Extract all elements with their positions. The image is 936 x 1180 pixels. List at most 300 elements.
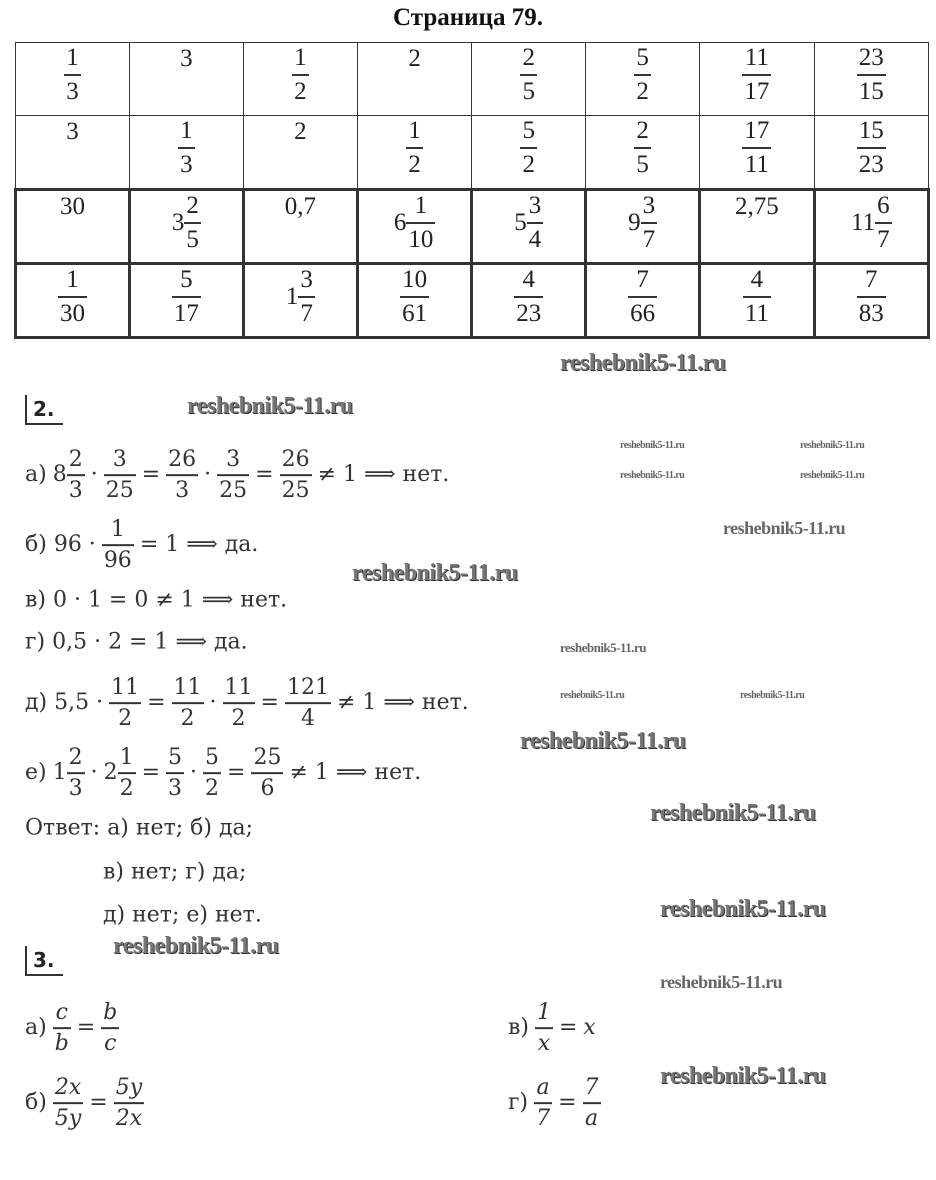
math-text: ≠ 1 ⟹ нет. — [336, 690, 469, 716]
mixed-number — [53, 448, 85, 502]
denominator: 17 — [173, 299, 199, 327]
fraction-bar — [527, 222, 544, 224]
denominator: 5 — [636, 150, 649, 178]
numerator: 7 — [584, 1075, 599, 1101]
watermark: reshebnik5-11.ru — [620, 440, 685, 451]
fraction — [520, 118, 537, 178]
denominator: c — [104, 1030, 117, 1056]
fraction — [583, 1076, 601, 1130]
fraction-bar — [634, 74, 651, 76]
denominator: 17 — [744, 77, 770, 105]
fraction-bar — [634, 147, 651, 149]
fraction-bar — [67, 474, 85, 476]
table-cell — [243, 43, 357, 116]
denominator: 61 — [402, 299, 428, 327]
numerator: c — [55, 1000, 68, 1026]
fraction — [406, 193, 435, 253]
watermark: reshebnik5-11.ru — [352, 560, 518, 586]
whole-part: 9 — [628, 209, 641, 236]
table-cell — [472, 116, 586, 190]
math-text: 3 — [180, 45, 193, 72]
denominator: 2x — [115, 1105, 143, 1131]
denominator: 25 — [105, 477, 134, 503]
math-text: д) нет; е) нет. — [103, 902, 262, 928]
denominator: 96 — [103, 547, 132, 573]
fraction-bar — [184, 222, 201, 224]
denominator: 2 — [119, 775, 134, 801]
table-cell — [700, 190, 814, 264]
table-row — [16, 190, 929, 264]
math-text: · — [209, 690, 217, 716]
denominator: 25 — [219, 477, 248, 503]
denominator: 30 — [59, 299, 85, 327]
fraction-bar — [520, 147, 537, 149]
numerator: 10 — [402, 266, 428, 293]
table-cell — [586, 43, 700, 116]
table-cell — [16, 116, 130, 190]
numerator: 3 — [226, 447, 241, 473]
numerator: 3 — [528, 192, 542, 219]
fraction-bar — [53, 1102, 83, 1104]
denominator: b — [54, 1030, 69, 1056]
table-cell — [243, 116, 357, 190]
denominator: 3 — [68, 775, 83, 801]
fraction — [58, 267, 87, 327]
fraction-bar — [742, 74, 771, 76]
fraction-bar — [534, 1102, 552, 1104]
numerator: 5 — [522, 117, 535, 144]
problem-2-number: 2. — [25, 395, 63, 425]
whole-part: 6 — [393, 209, 407, 236]
solution-line — [103, 903, 262, 928]
fraction — [628, 267, 657, 327]
numerator: 1 — [119, 745, 134, 771]
numerator: a — [536, 1075, 550, 1101]
fraction-bar — [520, 74, 537, 76]
denominator: 7 — [536, 1105, 551, 1131]
math-text: = — [147, 690, 166, 716]
fraction — [102, 518, 134, 572]
math-text: = — [76, 1015, 96, 1041]
whole-part: 11 — [851, 209, 876, 236]
numerator: 5y — [115, 1075, 143, 1101]
numerator: 3 — [300, 266, 313, 293]
numerator: 3 — [642, 192, 656, 219]
table-row — [16, 116, 929, 190]
math-text: 30 — [59, 193, 85, 220]
denominator: 2 — [636, 77, 649, 105]
table-cell — [357, 264, 471, 338]
numerator: 15 — [858, 117, 884, 144]
numerator: 11 — [111, 675, 140, 701]
math-text: = — [558, 1090, 577, 1116]
fraction-bar — [857, 296, 886, 298]
table-cell — [814, 190, 928, 264]
fraction — [298, 267, 315, 327]
numerator: 6 — [877, 192, 890, 219]
math-text: Ответ: а) нет; б) да; — [25, 815, 254, 841]
watermark: reshebnik5-11.ru — [113, 933, 279, 959]
mixed-number — [53, 746, 85, 800]
denominator: 15 — [858, 77, 884, 105]
watermark: reshebnik5-11.ru — [560, 350, 726, 376]
math-text: д) 5,5 · — [25, 690, 104, 716]
equation-line — [25, 1076, 144, 1130]
watermark: reshebnik5-11.ru — [520, 728, 686, 754]
table-cell — [129, 264, 243, 338]
denominator: 7 — [300, 299, 313, 327]
math-text: ≠ 1 ⟹ нет. — [289, 760, 422, 786]
table-cell — [586, 116, 700, 190]
fraction — [118, 746, 136, 800]
math-text: в) 0 · 1 = 0 ≠ 1 ⟹ нет. — [25, 587, 288, 613]
numerator: 11 — [173, 675, 202, 701]
table-cell — [472, 190, 586, 264]
numerator: 17 — [744, 117, 770, 144]
equation-line — [25, 1001, 119, 1055]
math-text: ≠ 1 ⟹ нет. — [317, 462, 450, 488]
fraction-bar — [742, 147, 771, 149]
whole-part: 8 — [52, 462, 67, 488]
denominator: 5 — [522, 77, 535, 105]
watermark: reshebnik5-11.ru — [660, 896, 826, 922]
denominator: 3 — [68, 477, 83, 503]
numerator: 26 — [281, 447, 310, 473]
mixed-number — [851, 193, 892, 253]
denominator: 2 — [522, 150, 535, 178]
answer-table — [14, 42, 930, 339]
numerator: 4 — [522, 266, 535, 293]
numerator: 7 — [636, 266, 649, 293]
solution-line — [25, 518, 258, 572]
fraction — [514, 267, 543, 327]
table-cell — [16, 190, 130, 264]
fraction — [67, 448, 85, 502]
fraction — [223, 676, 255, 730]
numerator: 3 — [112, 447, 127, 473]
numerator: 1 — [180, 117, 193, 144]
denominator: 11 — [744, 299, 769, 327]
fraction-bar — [217, 474, 249, 476]
denominator: 2 — [231, 705, 246, 731]
numerator: 2 — [68, 447, 83, 473]
solution-line — [25, 746, 421, 800]
math-text: = 1 ⟹ да. — [139, 532, 259, 558]
fraction-bar — [118, 772, 136, 774]
fraction — [53, 1001, 71, 1055]
fraction — [178, 118, 195, 178]
table-cell — [472, 264, 586, 338]
fraction — [527, 193, 544, 253]
denominator: 10 — [408, 225, 434, 253]
denominator: 83 — [858, 299, 884, 327]
denominator: 23 — [516, 299, 542, 327]
math-text: 0,7 — [284, 193, 316, 220]
mixed-number — [104, 746, 136, 800]
numerator: 23 — [858, 44, 884, 71]
table-cell — [16, 264, 130, 338]
fraction-bar — [298, 296, 315, 298]
fraction — [520, 45, 537, 105]
fraction — [53, 1076, 83, 1130]
numerator: 25 — [253, 745, 282, 771]
table-cell — [700, 264, 814, 338]
fraction-bar — [102, 544, 134, 546]
equation-line — [508, 1001, 596, 1055]
numerator: 2 — [186, 192, 199, 219]
fraction-bar — [857, 74, 886, 76]
fraction-bar — [875, 222, 892, 224]
mixed-number — [628, 193, 657, 253]
table-cell — [129, 43, 243, 116]
fraction — [166, 448, 198, 502]
numerator: 11 — [224, 675, 253, 701]
fraction-bar — [535, 1027, 553, 1029]
denominator: 4 — [528, 225, 542, 253]
numerator: 1 — [110, 517, 125, 543]
solution-line — [25, 676, 469, 730]
numerator: 2 — [522, 44, 535, 71]
denominator: 6 — [260, 775, 275, 801]
fraction — [634, 45, 651, 105]
table-cell — [814, 116, 928, 190]
math-text: · — [190, 760, 198, 786]
table-cell — [16, 43, 130, 116]
whole-part: 5 — [514, 209, 527, 236]
fraction-bar — [64, 74, 81, 76]
fraction-bar — [251, 772, 283, 774]
math-text: = — [558, 1015, 578, 1041]
fraction-bar — [53, 1027, 71, 1029]
fraction — [285, 676, 331, 730]
numerator: 1 — [536, 1000, 551, 1026]
denominator: 3 — [66, 77, 79, 105]
fraction-bar — [172, 296, 201, 298]
fraction — [742, 45, 771, 105]
fraction-bar — [857, 147, 886, 149]
fraction-bar — [743, 296, 771, 298]
mixed-number — [394, 193, 436, 253]
math-text: = — [255, 462, 274, 488]
fraction-bar — [172, 702, 204, 704]
denominator: 2 — [294, 77, 307, 105]
denominator: 11 — [744, 150, 769, 178]
numerator: 1 — [66, 44, 79, 71]
fraction-bar — [406, 222, 435, 224]
fraction-bar — [203, 772, 221, 774]
solution-line — [103, 860, 246, 885]
denominator: 5 — [186, 225, 199, 253]
fraction — [217, 448, 249, 502]
denominator: 5y — [54, 1105, 82, 1131]
table-cell — [243, 190, 357, 264]
denominator: 7 — [642, 225, 656, 253]
solution-line — [25, 588, 287, 613]
fraction — [406, 118, 423, 178]
watermark: reshebnik5-11.ru — [800, 440, 865, 451]
numerator: 5 — [168, 745, 183, 771]
fraction-bar — [641, 222, 658, 224]
solution-line — [25, 448, 449, 502]
math-text: в) — [508, 1015, 529, 1041]
fraction-bar — [406, 147, 423, 149]
math-text: б) — [25, 1090, 47, 1116]
watermark: reshebnik5-11.ru — [560, 690, 625, 701]
numerator: 2 — [68, 745, 83, 771]
watermark: reshebnik5-11.ru — [723, 518, 846, 538]
fraction-bar — [285, 702, 331, 704]
denominator: 2 — [118, 705, 133, 731]
math-text: = — [227, 760, 246, 786]
table-cell — [472, 43, 586, 116]
numerator: 11 — [744, 44, 769, 71]
numerator: 1 — [408, 117, 421, 144]
fraction-bar — [109, 702, 141, 704]
watermark: reshebnik5-11.ru — [660, 972, 783, 992]
math-text: а) — [25, 462, 47, 488]
fraction — [641, 193, 658, 253]
fraction-bar — [400, 296, 429, 298]
fraction-bar — [292, 74, 309, 76]
denominator: a — [584, 1105, 599, 1131]
watermark: reshebnik5-11.ru — [740, 690, 805, 701]
whole-part: 2 — [103, 760, 118, 786]
fraction-bar — [514, 296, 543, 298]
fraction — [101, 1001, 119, 1055]
denominator: 7 — [877, 225, 890, 253]
fraction-bar — [280, 474, 312, 476]
fraction-bar — [104, 474, 136, 476]
table-cell — [129, 190, 243, 264]
fraction — [292, 45, 309, 105]
math-text: г) 0,5 · 2 = 1 ⟹ да. — [25, 629, 248, 655]
numerator: 5 — [636, 44, 649, 71]
table-cell — [586, 190, 700, 264]
fraction-bar — [583, 1102, 601, 1104]
denominator: x — [537, 1030, 551, 1056]
fraction-bar — [223, 702, 255, 704]
fraction — [109, 676, 141, 730]
fraction — [743, 267, 771, 327]
table-cell — [129, 116, 243, 190]
fraction-bar — [67, 772, 85, 774]
math-text: а) — [25, 1015, 47, 1041]
watermark: reshebnik5-11.ru — [650, 800, 816, 826]
numerator: 2x — [54, 1075, 82, 1101]
math-text: = — [89, 1090, 108, 1116]
numerator: b — [103, 1000, 118, 1026]
fraction — [535, 1001, 553, 1055]
denominator: 3 — [180, 150, 193, 178]
numerator: 2 — [636, 117, 649, 144]
table-cell — [243, 264, 357, 338]
fraction-bar — [178, 147, 195, 149]
mixed-number — [286, 267, 315, 327]
math-text: = — [141, 462, 161, 488]
fraction — [634, 118, 651, 178]
fraction — [857, 118, 886, 178]
fraction-bar — [166, 772, 184, 774]
fraction — [67, 746, 85, 800]
mixed-number — [514, 193, 543, 253]
fraction — [534, 1076, 552, 1130]
denominator: 23 — [858, 150, 884, 178]
numerator: 5 — [180, 266, 193, 293]
fraction — [64, 45, 81, 105]
fraction — [172, 676, 204, 730]
math-text: = — [141, 760, 161, 786]
table-cell — [357, 190, 471, 264]
table-cell — [814, 43, 928, 116]
numerator: 121 — [286, 675, 329, 701]
denominator: 66 — [630, 299, 656, 327]
math-text: x — [583, 1015, 596, 1041]
math-text: 2 — [408, 45, 421, 72]
denominator: 2 — [205, 775, 220, 801]
fraction-bar — [101, 1027, 119, 1029]
math-text: 2 — [294, 118, 307, 145]
fraction — [400, 267, 429, 327]
whole-part: 3 — [171, 209, 185, 236]
fraction — [251, 746, 283, 800]
denominator: 2 — [180, 705, 195, 731]
denominator: 25 — [281, 477, 310, 503]
page-title: Страница 79. — [393, 4, 543, 31]
fraction-bar — [166, 474, 198, 476]
math-text: в) нет; г) да; — [103, 859, 247, 885]
fraction — [203, 746, 221, 800]
math-text: 3 — [66, 118, 79, 145]
table-cell — [357, 116, 471, 190]
math-text: · — [204, 462, 212, 488]
fraction-bar — [628, 296, 657, 298]
fraction — [104, 448, 136, 502]
math-text: 2,75 — [735, 193, 779, 220]
watermark: reshebnik5-11.ru — [187, 393, 353, 419]
table-cell — [586, 264, 700, 338]
denominator: 3 — [175, 477, 190, 503]
fraction — [857, 267, 886, 327]
math-text: е) — [25, 760, 47, 786]
problem-3-number: 3. — [25, 946, 63, 976]
numerator: 4 — [750, 266, 764, 293]
equation-line — [508, 1076, 601, 1130]
table-row — [16, 43, 929, 116]
denominator: 2 — [408, 150, 421, 178]
table-cell — [814, 264, 928, 338]
numerator: 1 — [294, 44, 307, 71]
fraction — [172, 267, 201, 327]
mixed-number — [172, 193, 201, 253]
whole-part: 1 — [52, 760, 67, 786]
whole-part: 1 — [285, 283, 299, 310]
fraction-bar — [58, 296, 87, 298]
numerator: 5 — [205, 745, 220, 771]
numerator: 1 — [414, 192, 428, 219]
fraction — [875, 193, 892, 253]
watermark: reshebnik5-11.ru — [560, 640, 647, 655]
table-cell — [700, 116, 814, 190]
table-cell — [700, 43, 814, 116]
math-text: г) — [508, 1090, 529, 1116]
math-text: · — [90, 760, 98, 786]
solution-line — [25, 816, 253, 841]
math-text: б) 96 · — [25, 532, 96, 558]
denominator: 3 — [168, 775, 183, 801]
fraction — [184, 193, 201, 253]
numerator: 26 — [168, 447, 197, 473]
fraction — [857, 45, 886, 105]
